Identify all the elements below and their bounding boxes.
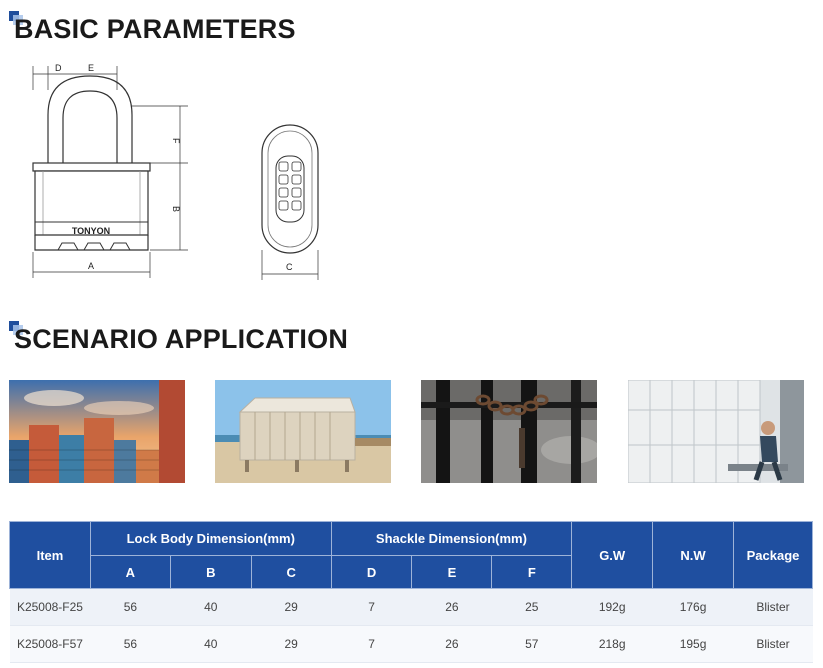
cell-d: 7 <box>331 589 412 626</box>
cell-e: 26 <box>412 626 492 663</box>
cell-package: Blister <box>734 626 813 663</box>
dim-d-label: D <box>55 63 62 73</box>
basic-parameters-title: BASIC PARAMETERS <box>14 14 296 44</box>
cell-e: 26 <box>412 589 492 626</box>
chained-gate-photo <box>421 380 597 483</box>
col-header-c: C <box>251 556 331 589</box>
col-header-b: B <box>170 556 251 589</box>
cell-item: K25008-F57 <box>10 626 91 663</box>
cell-item: K25008-F25 <box>10 589 91 626</box>
cell-b: 40 <box>170 626 251 663</box>
col-header-lock-body: Lock Body Dimension(mm) <box>90 522 331 556</box>
col-header-item: Item <box>10 522 91 589</box>
cell-f: 25 <box>492 589 572 626</box>
cell-gw: 192g <box>572 589 653 626</box>
dim-e-label: E <box>88 63 95 73</box>
scenario-application-title: SCENARIO APPLICATION <box>14 324 349 354</box>
cell-b: 40 <box>170 589 251 626</box>
cell-nw: 195g <box>653 626 734 663</box>
brand-label: TONYON <box>71 226 111 236</box>
spec-table <box>9 521 813 663</box>
col-header-f: F <box>492 556 572 589</box>
col-header-a: A <box>90 556 170 589</box>
col-header-d: D <box>331 556 412 589</box>
cell-package: Blister <box>734 589 813 626</box>
padlock-side-diagram <box>252 120 332 285</box>
cell-d: 7 <box>331 626 412 663</box>
locker-room-photo <box>628 380 804 483</box>
dim-a-label: A <box>88 261 95 271</box>
cell-c: 29 <box>251 589 331 626</box>
dim-b-label: B <box>171 206 181 213</box>
cell-nw: 176g <box>653 589 734 626</box>
dim-f-label: F <box>171 138 181 144</box>
col-header-nw: N.W <box>653 522 734 589</box>
cell-a: 56 <box>90 626 170 663</box>
col-header-package: Package <box>734 522 813 589</box>
cell-a: 56 <box>90 589 170 626</box>
cell-gw: 218g <box>572 626 653 663</box>
table-row <box>10 589 813 626</box>
cell-c: 29 <box>251 626 331 663</box>
cell-f: 57 <box>492 626 572 663</box>
container-yard-photo <box>9 380 185 483</box>
col-header-gw: G.W <box>572 522 653 589</box>
padlock-front-diagram <box>18 60 198 285</box>
table-row <box>10 626 813 663</box>
dim-c-label: C <box>286 262 293 272</box>
col-header-e: E <box>412 556 492 589</box>
col-header-shackle: Shackle Dimension(mm) <box>331 522 572 556</box>
beach-cabins-photo <box>215 380 391 483</box>
